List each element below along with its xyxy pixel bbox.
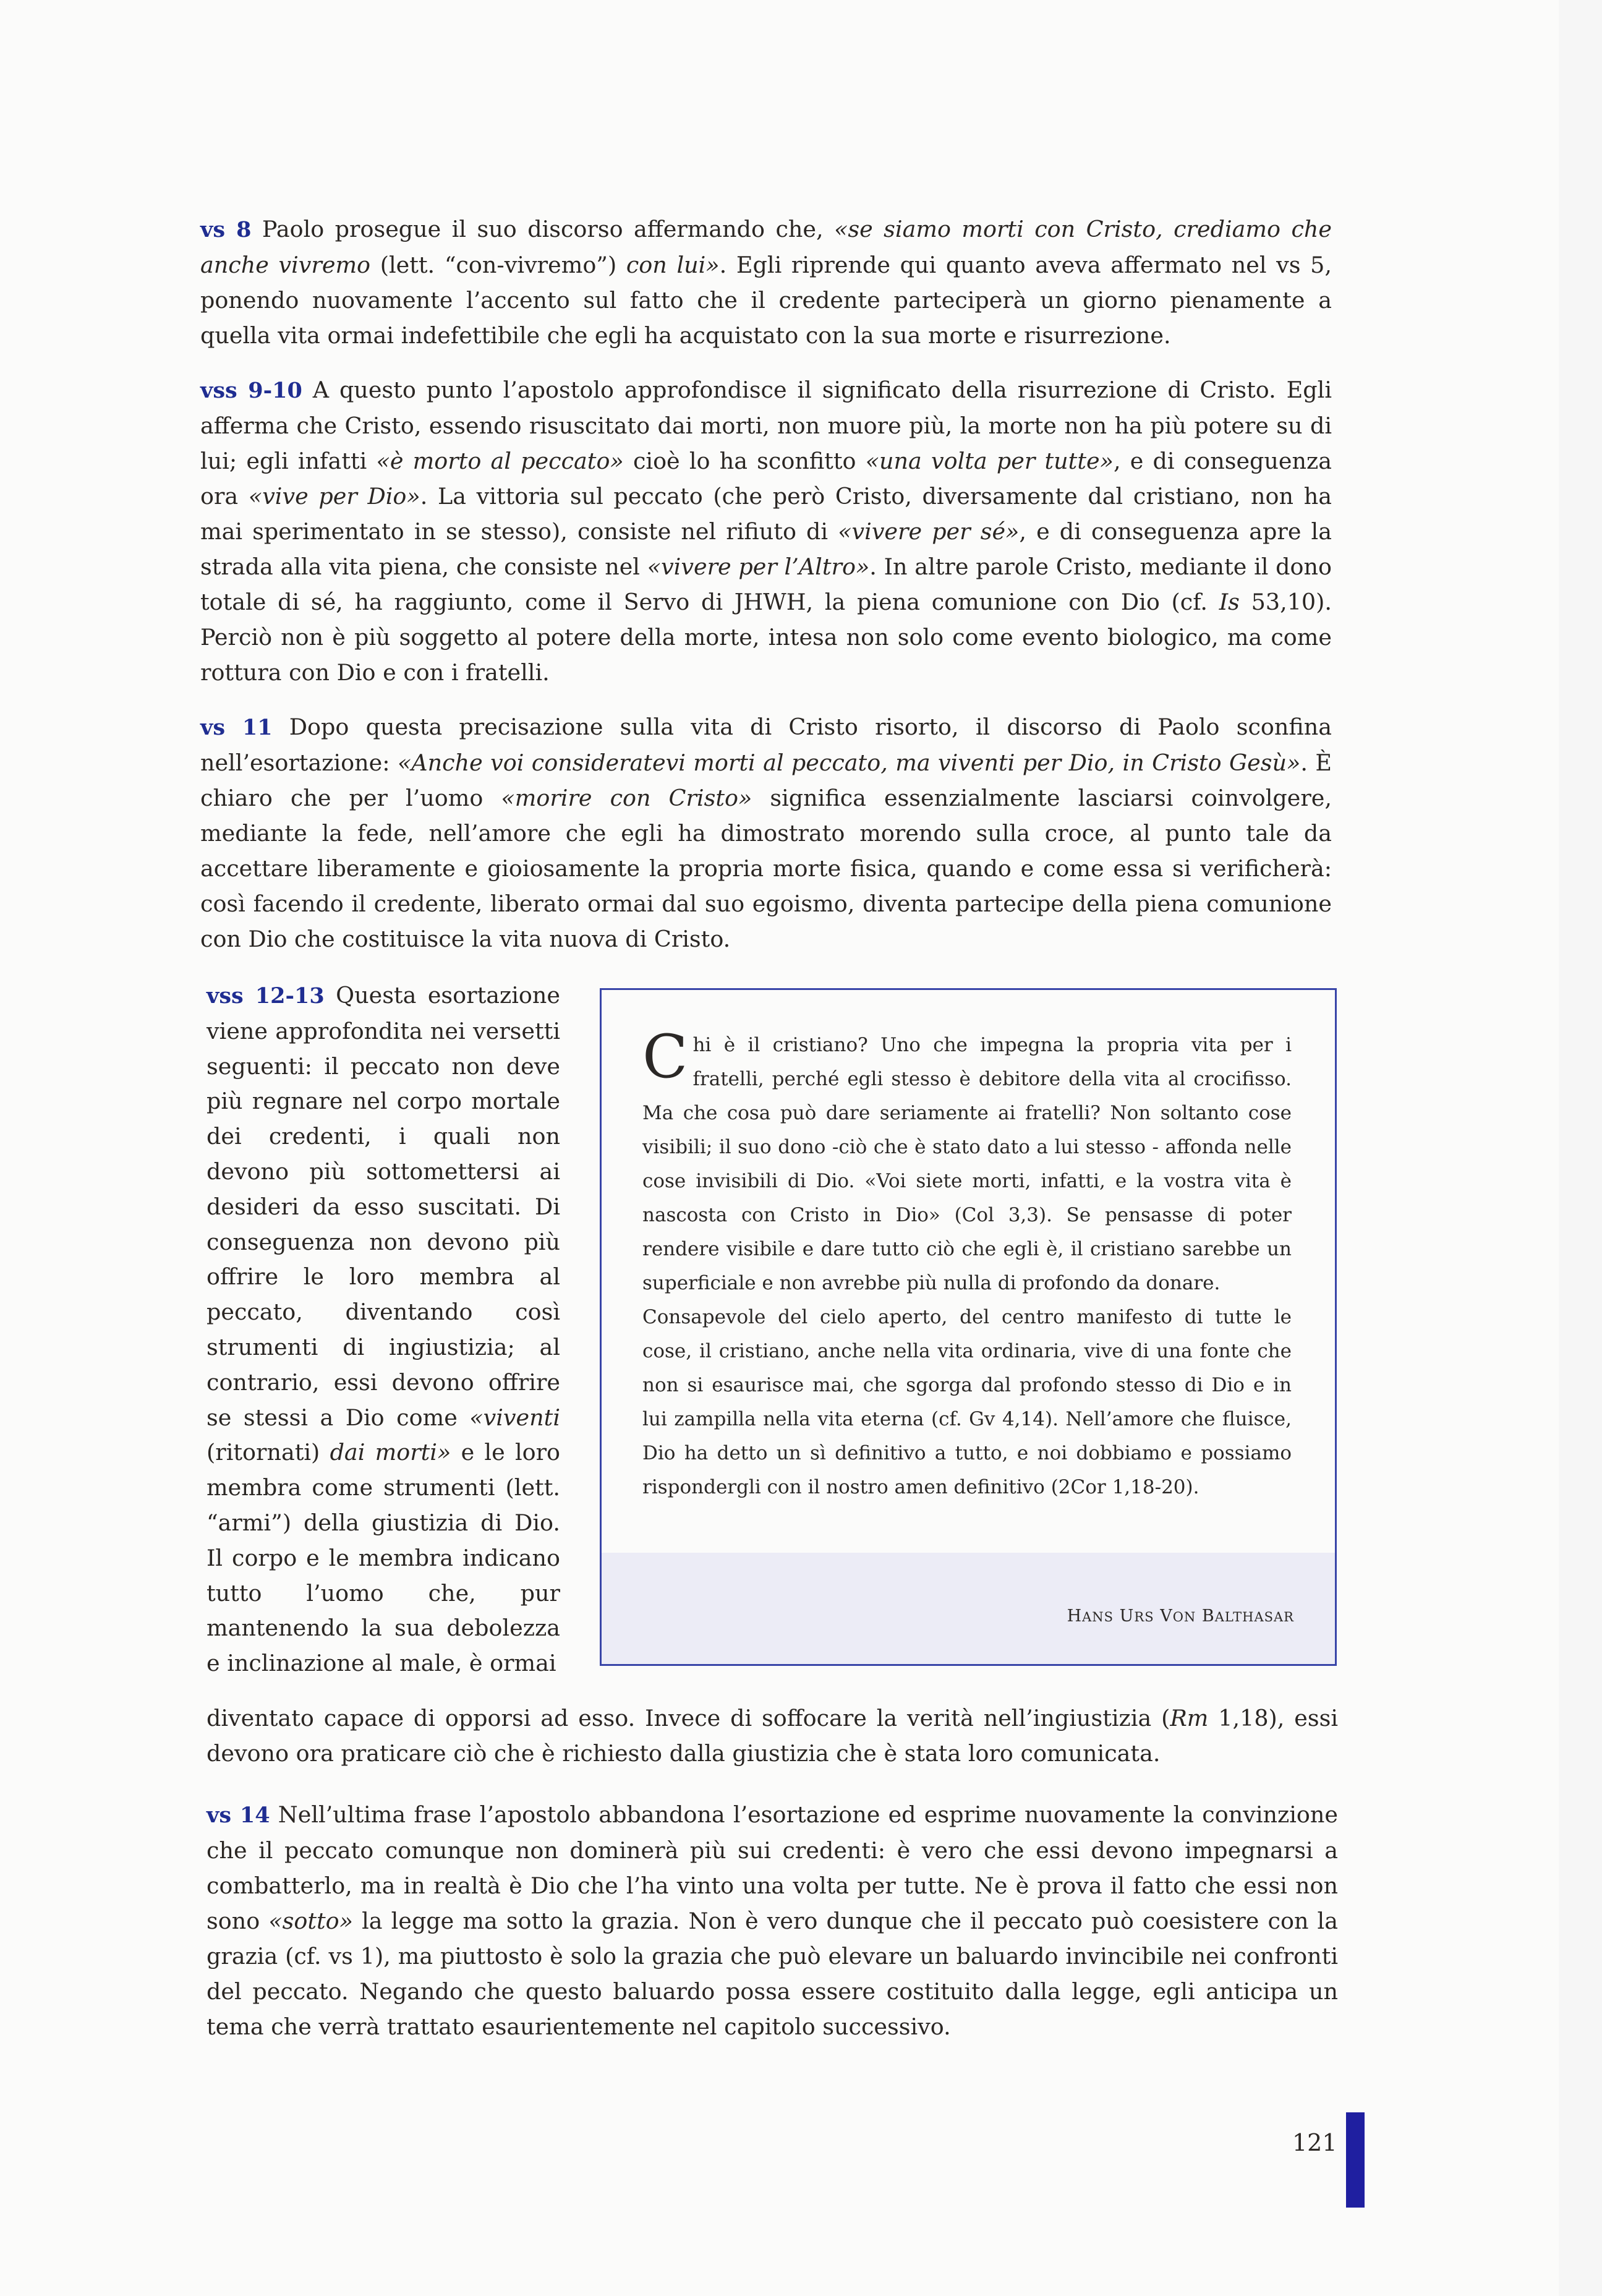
verse-label: vs 8 <box>200 217 252 242</box>
verse-label: vs 11 <box>200 715 273 740</box>
drop-cap: C <box>642 1022 688 1091</box>
paragraph-vs8: vs 8 Paolo prosegue il suo discorso affermando che, «se siamo morti con Cristo, crediamo che anche vivremo (lett. “con-vivremo”) con lui». Egli riprende qui quanto aveva affermato nel vs 5, ponendo nuovamente l’accento sul fatto che il credente parteciperà un giorno pienamente a quella vita ormai indefettibile che egli ha acquistato con la sua morte e risurrezione. <box>200 216 1332 349</box>
author-name: HANS URS VON BALTHASAR <box>1067 1607 1294 1626</box>
paragraph-vss12-13: vss 12-13 Questa esortazione viene approfondita nei versetti seguenti: il peccato non deve più regnare nel corpo mortale dei credenti, i quali non devono più sottomettersi ai desideri da esso suscitati. Di conseguenza non devono più offrire le loro membra al peccato, diventando così strumenti di ingiustizia; al contrario, essi devono offrire se stessi a Dio come «viventi (ritornati) dai morti» e le loro membra come strumenti (lett. “armi”) della giustizia di Dio. Il corpo e le membra indicano tutto l’uomo che, pur mantenendo la sua debolezza e inclinazione al male, è ormai <box>207 982 561 1677</box>
quote-text <box>642 1022 1292 1504</box>
quote-paragraph-2: Consapevole del cielo aperto, del centro manifesto di tutte le cose, il cristiano, anche nella vita ordinaria, vive di una fonte che non si esaurisce mai, che sgorga dal profondo stesso di Dio e in lui zampilla nella vita eterna (cf. Gv 4,14). Nell’amore che fluisce, Dio ha detto un sì definitivo a tutto, e noi dobbiamo e possiamo rispondergli con il nostro amen definitivo (2Cor 1,18-20). <box>642 1306 1292 1498</box>
verse-label: vss 12-13 <box>207 983 325 1009</box>
page-number: 121 <box>1292 2129 1337 2156</box>
paragraph-vss9-10: vss 9-10 A questo punto l’apostolo approfondisce il significato della risurrezione di Cristo. Egli afferma che Cristo, essendo risuscitato dai morti, non muore più, la morte non ha più potere su di lui; egli infatti «è morto al peccato» cioè lo ha sconfitto «una volta per tutte», e di conseguenza ora «vive per Dio». La vittoria sul peccato (che però Cristo, diversamente dal cristiano, non ha mai sperimentato in se stesso), consiste nel rifiuto di «vivere per sé», e di conseguenza apre la strada alla vita piena, che consiste nel «vivere per l’Altro». In altre parole Cristo, mediante il dono totale di sé, ha raggiunto, come il Servo di JHWH, la piena comunione con Dio (cf. Is 53,10). Perciò non è più soggetto al potere della morte, intesa non solo come evento biologico, ma come rottura con Dio e con i fratelli. <box>200 377 1332 686</box>
quote-author <box>1067 1607 1294 1626</box>
page-edge-shadow <box>1559 0 1602 2296</box>
quote-box <box>600 988 1337 1666</box>
page-tab-marker <box>1346 2112 1365 2208</box>
quote-paragraph-1: Chi è il cristiano? Uno che impegna la propria vita per i fratelli, perché egli stesso è debitore della vita al crocifisso. Ma che cosa può dare seriamente ai fratelli? Non soltanto cose visibili; il suo dono -ciò che è stato dato a lui stesso - affonda nelle cose invisibili di Dio. «Voi siete morti, infatti, e la vostra vita è nascosta con Cristo in Dio» (Col 3,3). Se pensasse di poter rendere visibile e dare tutto ciò che egli è, il cristiano sarebbe un superficiale e non avrebbe più nulla di profondo da donare. <box>642 1022 1292 1294</box>
paragraph-vs14: vs 14 Nell’ultima frase l’apostolo abbandona l’esortazione ed esprime nuovamente la convinzione che il peccato comunque non dominerà più sui credenti: è vero che essi devono impegnarsi a combatterlo, ma in realtà è Dio che l’ha vinto una volta per tutte. Ne è prova il fatto che essi non sono «sotto» la legge ma sotto la grazia. Non è vero dunque che il peccato può coesistere con la grazia (cf. vs 1), ma piuttosto è solo la grazia che può elevare un baluardo invincibile nei confronti del peccato. Negando che questo baluardo possa essere costituito dalla legge, egli anticipa un tema che verrà trattato esaurientemente nel capitolo successivo. <box>207 1801 1338 2040</box>
paragraph-vss12-13-continued: diventato capace di opporsi ad esso. Invece di soffocare la verità nell’ingiustizia (Rm 1,18), essi devono ora praticare ciò che è richiesto dalla giustizia che è stata loro comunicata. <box>207 1705 1338 1767</box>
paragraph-vs11: vs 11 Dopo questa precisazione sulla vita di Cristo risorto, il discorso di Paolo sconfina nell’esortazione: «Anche voi consideratevi morti al peccato, ma viventi per Dio, in Cristo Gesù». È chiaro che per l’uomo «morire con Cristo» significa essenzialmente lasciarsi coinvolgere, mediante la fede, nell’amore che egli ha dimostrato morendo sulla croce, al punto tale da accettare liberamente e gioiosamente la propria morte fisica, quando e come essa si verificherà: così facendo il credente, liberato ormai dal suo egoismo, diventa partecipe della piena comunione con Dio che costituisce la vita nuova di Cristo. <box>200 714 1332 952</box>
verse-label: vs 14 <box>207 1803 270 1828</box>
verse-label: vss 9-10 <box>200 378 302 403</box>
